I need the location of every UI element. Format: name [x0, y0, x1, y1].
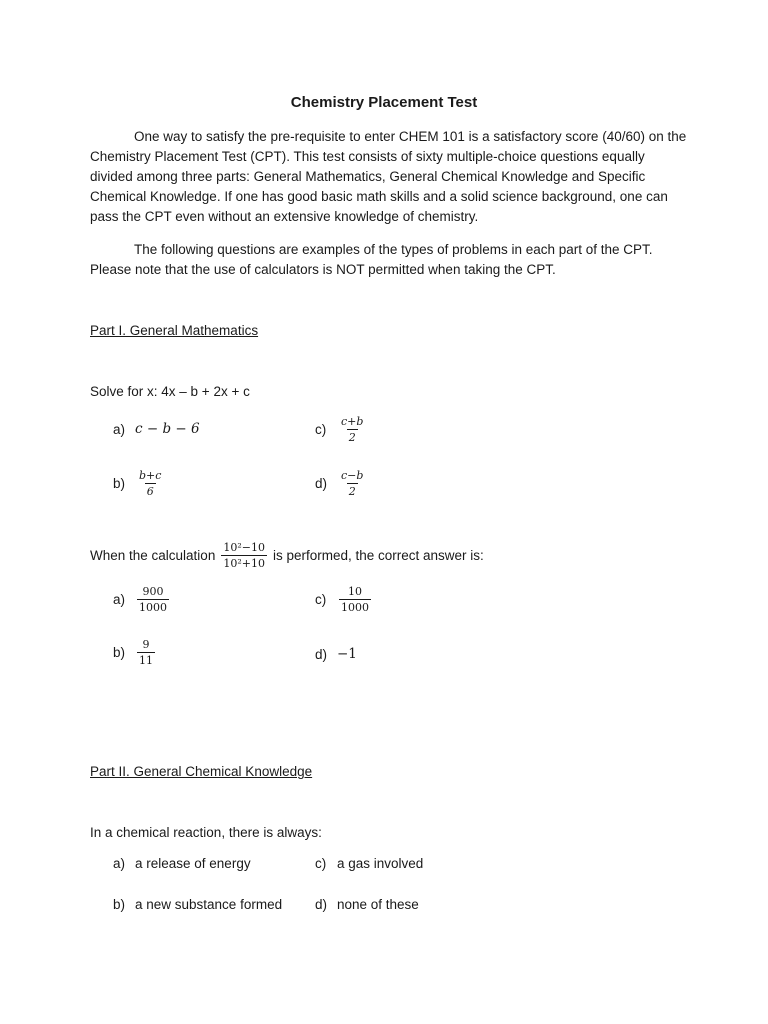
- intro-paragraph-1: [90, 127, 690, 227]
- option-text: a release of energy: [135, 856, 251, 871]
- intro-paragraph-1-text: One way to satisfy the pre-requisite to enter CHEM 101 is a satisfactory score (40/60) on the Chemistry Placement Test (CPT). This test consists of sixty multiple-choice questions equally divided among three parts: General Mathematics, General Chemical Knowledge and Specific Chemical Knowledge. If one has good basic math skills and a solid science background, one can pass the CPT even without an extensive knowledge of chemistry.: [90, 129, 687, 224]
- option-label: b): [113, 645, 126, 660]
- part1-q2-text: [90, 541, 484, 570]
- part2-heading: Part II. General Chemical Knowledge: [90, 764, 313, 779]
- option-label: d): [315, 476, 328, 491]
- part1-q1-option-d: [315, 469, 367, 498]
- fraction-numerator: 9: [142, 638, 150, 651]
- fraction-numerator: 900: [142, 585, 164, 598]
- option-label: a): [113, 421, 126, 437]
- part2-q1-text: In a chemical reaction, there is always:: [90, 825, 322, 840]
- fraction-denominator: 2: [348, 485, 356, 498]
- fraction-numerator: 10: [348, 585, 362, 598]
- part2-q1-option-c: [315, 856, 423, 871]
- option-text: a new substance formed: [135, 897, 283, 912]
- fraction-numerator: b+c: [139, 469, 162, 482]
- option-expression: −1: [337, 646, 357, 662]
- fraction-denominator: 11: [139, 654, 153, 667]
- option-label: a): [113, 856, 126, 871]
- option-label: c): [315, 592, 327, 607]
- option-fraction: [339, 415, 365, 444]
- intro-paragraph-2-text: The following questions are examples of the types of problems in each part of the CPT. Please note that the use of calculators is NOT permitted when taking the CPT.: [90, 242, 653, 277]
- part2-q1-option-a: [113, 856, 251, 871]
- fraction-denominator: 1000: [341, 601, 369, 614]
- option-fraction: [137, 638, 155, 667]
- option-fraction: [137, 585, 169, 614]
- option-label: d): [315, 646, 328, 662]
- option-fraction: [339, 585, 371, 614]
- option-label: c): [315, 422, 327, 437]
- fraction-denominator: 1000: [139, 601, 167, 614]
- part1-q1-option-a: [113, 421, 200, 437]
- part2-q1-option-d: [315, 897, 419, 912]
- option-text: none of these: [337, 897, 419, 912]
- q2-text-before: When the calculation: [90, 548, 216, 563]
- fraction-numerator: 10²−10: [223, 541, 265, 554]
- option-fraction: [137, 469, 163, 498]
- option-expression: c − b − 6: [135, 421, 200, 437]
- fraction-numerator: c−b: [341, 469, 364, 482]
- part2-q1-option-b: [113, 897, 282, 912]
- q2-text-after: is performed, the correct answer is:: [272, 548, 484, 563]
- part1-q2-option-d: [315, 646, 357, 662]
- document-title: Chemistry Placement Test: [290, 94, 478, 111]
- part1-q1-option-b: [113, 469, 165, 498]
- part1-q2-option-c: [315, 585, 373, 614]
- option-label: c): [315, 856, 327, 871]
- fraction-denominator: 10²+10: [223, 557, 265, 570]
- option-label: a): [113, 592, 126, 607]
- fraction-denominator: 6: [146, 485, 154, 498]
- option-text: a gas involved: [337, 856, 424, 871]
- option-label: b): [113, 476, 126, 491]
- part1-q2-option-a: [113, 585, 171, 614]
- part1-q2-option-b: [113, 638, 157, 667]
- q2-fraction: [221, 541, 267, 570]
- option-label: d): [315, 897, 328, 912]
- part1-heading: Part I. General Mathematics: [90, 323, 259, 338]
- fraction-numerator: c+b: [341, 415, 364, 428]
- fraction-denominator: 2: [348, 431, 356, 444]
- part1-q1-text: Solve for x: 4x – b + 2x + c: [90, 384, 250, 399]
- intro-paragraph-2: [90, 240, 690, 280]
- option-fraction: [339, 469, 365, 498]
- option-label: b): [113, 897, 126, 912]
- part1-q1-option-c: [315, 415, 367, 444]
